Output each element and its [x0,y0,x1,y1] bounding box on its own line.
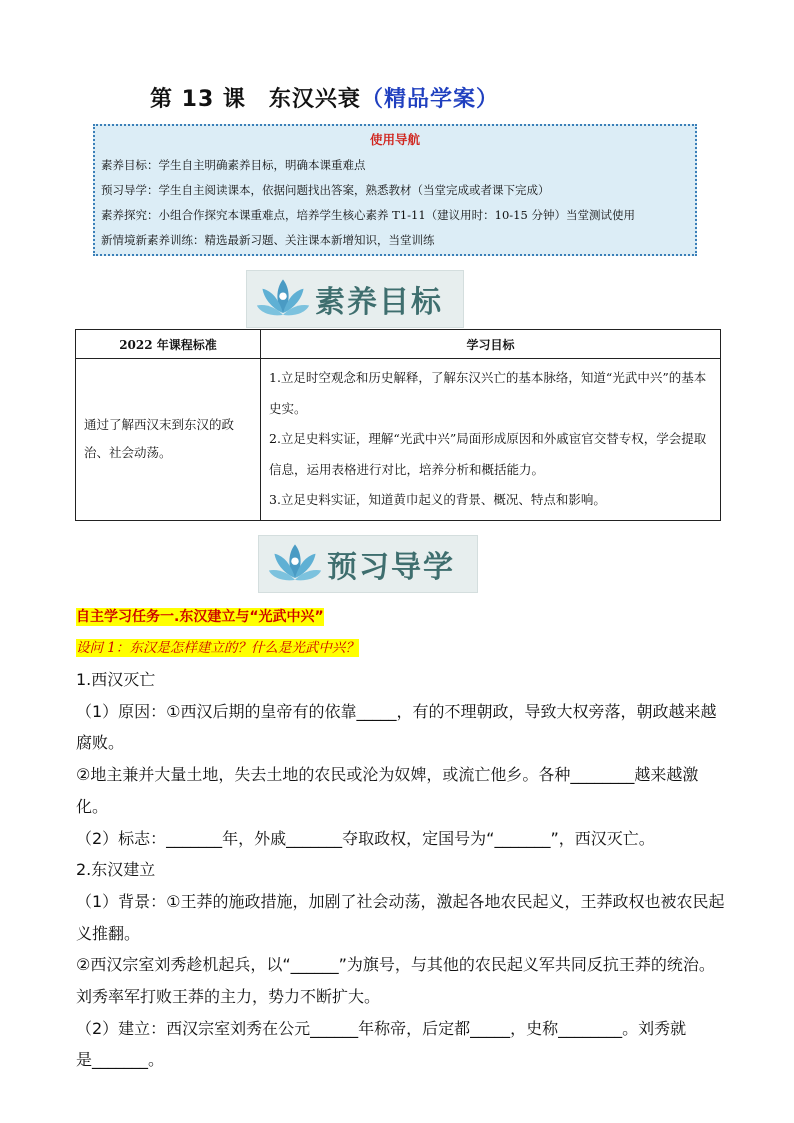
nav-heading: 使用导航 [369,132,420,147]
content-line: （1）原因：①西汉后期的皇帝有的依靠_____，有的不理朝政，导致大权旁落，朝政越来越 [76,701,717,721]
question-line [76,636,359,656]
content-line: （2）建立：西汉宗室刘秀在公元______年称帝，后定都_____，史称________。刘秀就 [76,1018,687,1038]
objective-item: 3.立足史料实证，知道黄巾起义的背景、概况、特点和影响。 [269,492,606,507]
lesson-title [150,82,499,113]
preview-banner-text: 预习导学 [327,550,455,585]
table-header-row [76,330,721,359]
standards-table [75,329,721,521]
content-line: 腐败。 [76,733,125,753]
nav-line: 新情境新素养训练：精选最新习题、关注课本新增知识，当堂训练 [101,233,435,247]
table-header: 学习目标 [261,330,721,359]
table-row [76,359,721,521]
content-line: ②地主兼并大量土地，失去土地的农民或沦为奴婢，或流亡他乡。各种________越来越激化。 [76,765,699,816]
content-line: 刘秀率军打败王莽的主力，势力不断扩大。 [76,987,381,1007]
content-line: 2.东汉建立 [76,860,156,880]
nav-line: 预习导学：学生自主阅读课本，依据问题找出答案，熟悉教材（当堂完成或者课下完成） [101,183,550,197]
question-text: 设问 1：东汉是怎样建立的？什么是光武中兴？ [76,640,359,656]
task-content [76,664,726,1076]
content-line: 义推翻。 [76,923,141,943]
content-line: 1.西汉灭亡 [76,670,156,689]
content-line: （1）背景：①王莽的施政措施，加剧了社会动荡，激起各地农民起义，王莽政权也被农民起 [76,891,725,911]
title-main: 第 13 课 东汉兴衰 [150,87,361,112]
content-line: 是_______。 [76,1050,165,1070]
table-header: 2022 年课程标准 [76,330,261,359]
preview-banner [258,535,478,593]
title-paren-close: ） [475,87,499,112]
content-line: ②西汉宗室刘秀趁机起兵，以“______”为旗号，与其他的农民起义军共同反抗王莽的统治。 [76,955,715,975]
curriculum-standard-cell: 通过了解西汉末到东汉的政治、社会动荡。 [76,359,261,521]
title-paren-open: （ [360,87,384,112]
content-line: （2）标志：_______年，外戚_______夺取政权，定国号为“_______”，西汉灭亡。 [76,828,655,848]
nav-line: 素养探究：小组合作探究本课重难点，培养学生核心素养 T1-11（建议用时：10-15 分钟）当堂测试使用 [101,208,635,222]
learning-objectives-cell [261,359,721,521]
title-highlight: 精品学案 [383,87,476,112]
lotus-icon [267,539,323,589]
objective-item: 2.立足史料实证，理解“光武中兴”局面形成原因和外戚宦官交替专权，学会提取信息，运用表格进行对比，培养分析和概括能力。 [269,431,707,477]
task-heading [76,606,324,626]
objective-item: 1.立足时空观念和历史解释，了解东汉兴亡的基本脉络，知道“光武中兴”的基本史实。 [269,370,707,416]
goals-banner-text: 素养目标 [315,285,443,320]
usage-navigation-box [93,124,697,256]
task-heading-text: 自主学习任务一.东汉建立与“光武中兴” [76,609,324,625]
lotus-icon [255,274,311,324]
goals-banner [246,270,464,328]
nav-line: 素养目标：学生自主明确素养目标，明确本课重难点 [101,158,366,172]
